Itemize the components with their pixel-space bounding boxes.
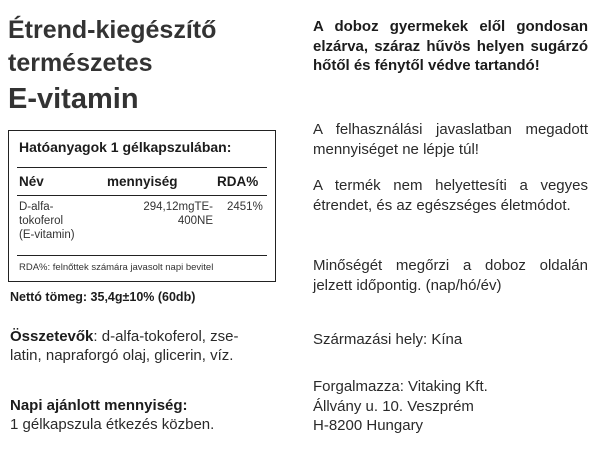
title-line-2: természetes [8,49,153,77]
ingredients-section [10,327,285,365]
ingredient-amount-line: 400NE [177,215,213,227]
divider [17,167,267,168]
best-before-note: Minőségét megőrzi a doboz oldalán jelzett időpontig. (nap/hó/év) [313,257,588,294]
product-title [8,14,288,118]
title-line-3: E-vitamin [8,83,139,115]
diet-disclaimer: A termék nem helyettesíti a vegyes étrendet, és az egészséges életmódot. [313,177,588,214]
ingredient-name-line: tokoferol [19,215,64,227]
ingredients-text: latin, napraforgó olaj, glicerin, víz. [10,347,234,364]
ingredient-name-cell [19,200,75,242]
distributor-info [313,377,488,436]
distributor-line: H-8200 Hungary [313,417,424,434]
origin-text: Származási hely: Kína [313,331,463,348]
storage-warning: A doboz gyermekek elől gondosan elzárva, száraz hűvös helyen sugárzó hőtől és fénytől védve tartandó! [313,18,588,74]
divider [17,195,267,196]
dosage-warning: A felhasználási javaslatban megadott mennyiséget ne lépje túl! [313,121,588,158]
distributor-line: Állvány u. 10. Veszprém [313,397,474,415]
column-header-amount: mennyiség [107,174,178,189]
active-ingredients-table [8,130,276,282]
ingredient-name-line: (E-vitamin) [19,229,75,241]
ingredient-amount-cell [109,200,213,228]
dosage-label: Napi ajánlott mennyiség: [10,397,188,414]
ingredients-label: Összetevők [10,328,94,345]
divider [17,255,267,256]
ingredient-amount-line: 294,12mgTE- [143,201,213,213]
column-header-rda: RDA% [217,174,259,189]
ingredients-text: : d-alfa-tokoferol, zse- [93,328,239,345]
table-heading: Hatóanyagok 1 gélkapszulában: [19,139,232,155]
distributor-line: Forgalmazza: Vitaking Kft. [313,378,488,395]
title-line-1: Étrend-kiegészítő [8,16,217,44]
net-weight: Nettó tömeg: 35,4g±10% (60db) [10,290,196,304]
ingredient-name-line: D-alfa- [19,201,54,213]
column-header-name: Név [19,174,44,189]
rda-footnote: RDA%: felnőttek számára javasolt napi bevitel [19,262,214,273]
dosage-section [10,396,285,434]
dosage-text: 1 gélkapszula étkezés közben. [10,416,215,433]
ingredient-rda-cell: 2451% [227,201,263,213]
